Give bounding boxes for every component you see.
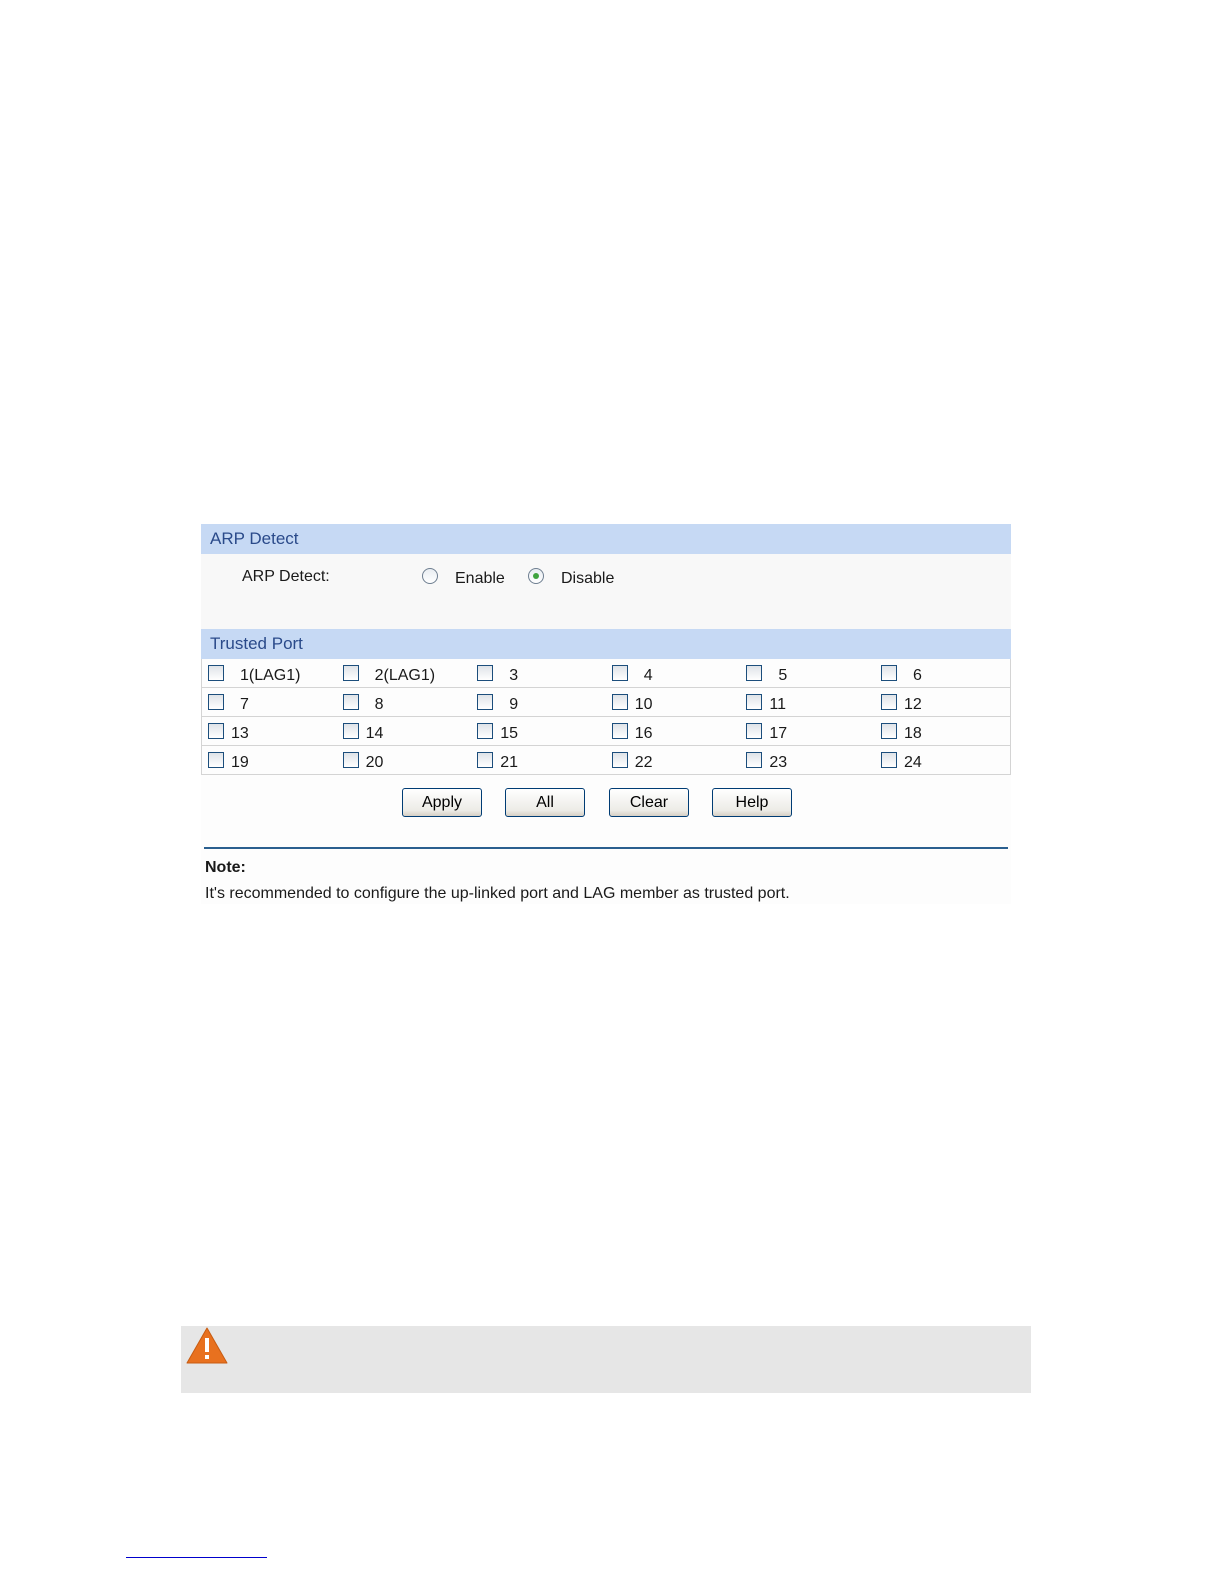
port-cell	[875, 688, 1010, 716]
disable-radio[interactable]	[528, 568, 544, 584]
port-row	[202, 746, 1010, 775]
warning-triangle-icon	[185, 1326, 229, 1366]
port-row	[202, 717, 1010, 746]
port-13-label: 13	[231, 725, 249, 742]
port-6-checkbox[interactable]	[881, 665, 897, 681]
port-4-checkbox[interactable]	[612, 665, 628, 681]
port-11-checkbox[interactable]	[746, 694, 762, 710]
port-row	[202, 659, 1010, 688]
note-text: It's recommended to configure the up-linked port and LAG member as trusted port.	[205, 885, 790, 902]
port-10-checkbox[interactable]	[612, 694, 628, 710]
port-24-label: 24	[903, 754, 922, 771]
port-22-label: 22	[634, 754, 653, 771]
help-button[interactable]: Help	[712, 788, 792, 817]
port-cell	[202, 688, 337, 716]
port-row	[202, 688, 1010, 717]
port-cell	[875, 746, 1010, 774]
port-15-checkbox[interactable]	[477, 723, 493, 739]
port-cell	[337, 717, 472, 745]
port-16-label: 16	[634, 725, 653, 742]
port-17-checkbox[interactable]	[746, 723, 762, 739]
port-19-label: 19	[231, 754, 249, 771]
port-9-checkbox[interactable]	[477, 694, 493, 710]
note-title: Note:	[205, 859, 246, 876]
port-cell	[606, 746, 741, 774]
port-1-checkbox[interactable]	[208, 665, 224, 681]
port-cell	[606, 659, 741, 687]
port-16-checkbox[interactable]	[612, 723, 628, 739]
port-3-label: 3	[509, 667, 519, 684]
port-14-checkbox[interactable]	[343, 723, 359, 739]
port-7-checkbox[interactable]	[208, 694, 224, 710]
port-cell	[471, 659, 606, 687]
apply-button[interactable]: Apply	[402, 788, 482, 817]
footnote-separator	[126, 1557, 267, 1558]
port-10-label: 10	[634, 696, 653, 713]
port-9-label: 9	[509, 696, 519, 713]
port-19-checkbox[interactable]	[208, 752, 224, 768]
port-21-checkbox[interactable]	[477, 752, 493, 768]
port-cell	[202, 746, 337, 774]
port-15-label: 15	[500, 725, 518, 742]
port-8-checkbox[interactable]	[343, 694, 359, 710]
port-5-label: 5	[778, 667, 788, 684]
clear-button[interactable]: Clear	[609, 788, 689, 817]
port-23-checkbox[interactable]	[746, 752, 762, 768]
enable-radio[interactable]	[422, 568, 438, 584]
port-12-checkbox[interactable]	[881, 694, 897, 710]
all-button[interactable]: All	[505, 788, 585, 817]
port-6-label: 6	[912, 667, 922, 684]
port-8-label: 8	[374, 696, 384, 713]
arp-detect-label: ARP Detect:	[242, 568, 330, 585]
port-cell	[740, 746, 875, 774]
port-5-checkbox[interactable]	[746, 665, 762, 681]
port-cell	[337, 659, 472, 687]
port-cell	[875, 659, 1010, 687]
port-11-label: 11	[769, 696, 786, 713]
disable-radio-label: Disable	[561, 570, 615, 587]
port-13-checkbox[interactable]	[208, 723, 224, 739]
port-18-label: 18	[903, 725, 922, 742]
port-7-label: 7	[240, 696, 249, 713]
note-divider	[204, 847, 1008, 849]
port-24-checkbox[interactable]	[881, 752, 897, 768]
port-cell	[740, 659, 875, 687]
port-cell	[202, 717, 337, 745]
port-cell	[471, 688, 606, 716]
arp-detect-header: ARP Detect	[201, 524, 1011, 554]
port-2-label: 2(LAG1)	[374, 667, 436, 684]
port-1-label: 1(LAG1)	[240, 667, 301, 684]
arp-detect-row	[201, 554, 1011, 629]
port-cell	[606, 688, 741, 716]
port-cell	[471, 717, 606, 745]
port-17-label: 17	[769, 725, 788, 742]
trusted-port-header: Trusted Port	[201, 629, 1011, 659]
port-20-label: 20	[365, 754, 384, 771]
port-23-label: 23	[769, 754, 788, 771]
port-cell	[202, 659, 337, 687]
enable-radio-label: Enable	[455, 570, 505, 587]
port-2-checkbox[interactable]	[343, 665, 359, 681]
port-cell	[337, 688, 472, 716]
port-21-label: 21	[500, 754, 518, 771]
port-20-checkbox[interactable]	[343, 752, 359, 768]
port-cell	[740, 717, 875, 745]
port-cell	[740, 688, 875, 716]
port-cell	[471, 746, 606, 774]
port-cell	[606, 717, 741, 745]
port-4-label: 4	[643, 667, 653, 684]
port-cell	[875, 717, 1010, 745]
port-cell	[337, 746, 472, 774]
port-3-checkbox[interactable]	[477, 665, 493, 681]
port-18-checkbox[interactable]	[881, 723, 897, 739]
trusted-port-grid	[201, 659, 1011, 775]
port-22-checkbox[interactable]	[612, 752, 628, 768]
arp-detect-panel	[201, 524, 1011, 904]
port-14-label: 14	[365, 725, 384, 742]
port-12-label: 12	[903, 696, 922, 713]
warning-box	[181, 1326, 1031, 1393]
